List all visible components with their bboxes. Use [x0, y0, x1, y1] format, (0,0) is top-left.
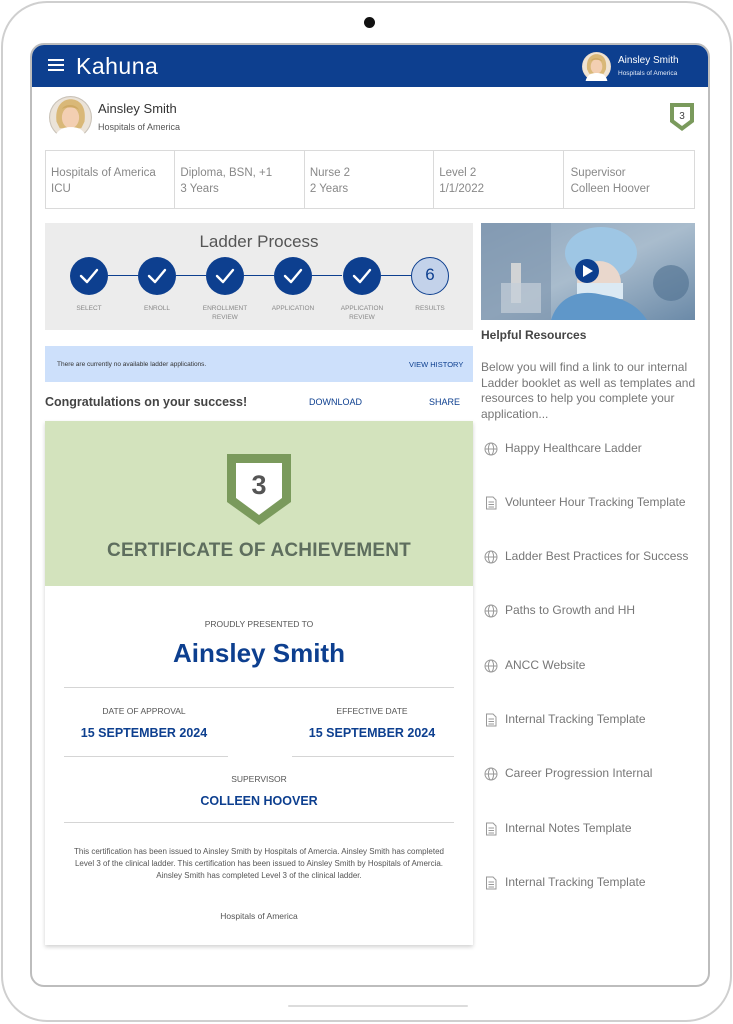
divider [64, 687, 454, 688]
certificate-description: This certification has been issued to Ainsley Smith by Hospitals of Amercia. Ainsley Smith has completed Level 3 of the clinical ladder. This certification has been issued to Ainsley Smith by Hospitals of Amercia. Ainsley Smith has completed Level 3 of the clinical ladder. [74, 847, 444, 880]
tablet-frame [1, 1, 732, 1022]
globe-icon [484, 550, 498, 564]
checkmark-icon [215, 267, 235, 285]
checkmark-icon [352, 267, 372, 285]
step-application-review[interactable] [343, 257, 381, 295]
step-select[interactable] [70, 257, 108, 295]
step-number: 6 [425, 265, 435, 284]
info-cell-line2: 1/1/2022 [439, 183, 484, 195]
approval-date-label: DATE OF APPROVAL [102, 706, 186, 716]
resource-label: Happy Healthcare Ladder [505, 441, 642, 455]
globe-icon [484, 659, 498, 673]
step-label: SELECT [76, 305, 102, 312]
menu-icon[interactable] [48, 59, 64, 71]
ladder-title: Ladder Process [199, 232, 319, 251]
info-cell-line2: ICU [51, 183, 71, 195]
congrats-heading: Congratulations on your success! [45, 395, 248, 409]
profile-org: Hospitals of America [98, 122, 181, 132]
step-connector [381, 275, 411, 276]
certificate-footer: Hospitals of America [220, 911, 298, 921]
info-cell-role [305, 151, 434, 208]
step-enrollment-review[interactable] [206, 257, 244, 295]
certificate-header [45, 421, 473, 586]
checkmark-icon [79, 267, 99, 285]
approval-date-value: 15 SEPTEMBER 2024 [80, 726, 208, 740]
certificate-badge-icon [225, 452, 293, 527]
view-history-link[interactable]: VIEW HISTORY [409, 360, 464, 369]
step-connector [176, 275, 206, 276]
step-connector [312, 275, 342, 276]
resource-label: ANCC Website [505, 658, 586, 672]
info-cell-organization [46, 151, 175, 208]
step-label: ENROLL [143, 305, 170, 312]
certificate-card [45, 421, 473, 945]
home-indicator [288, 1005, 468, 1007]
camera-dot [364, 17, 375, 28]
play-icon[interactable] [575, 259, 599, 283]
effective-date-value: 15 SEPTEMBER 2024 [308, 726, 436, 740]
notice-text: There are currently no available ladder applications. [57, 361, 207, 368]
info-cell-supervisor [564, 151, 694, 208]
profile-avatar [49, 96, 92, 139]
app-logo[interactable]: Kahuna [76, 53, 159, 79]
app-screen [30, 43, 710, 987]
info-cell-line2: 2 Years [309, 183, 349, 195]
supervisor-label: SUPERVISOR [231, 774, 287, 784]
divider [64, 822, 454, 823]
step-results[interactable] [411, 257, 449, 295]
ladder-process-panel [45, 223, 473, 330]
presented-label: PROUDLY PRESENTED TO [204, 619, 314, 629]
resource-label: Career Progression Internal [505, 766, 653, 780]
info-cell-education [175, 151, 304, 208]
info-summary-row [45, 150, 695, 209]
supervisor-value: COLLEEN HOOVER [200, 794, 318, 808]
video-thumbnail[interactable] [481, 223, 695, 320]
info-cell-line1: Diploma, BSN, +1 [180, 167, 273, 179]
step-label: APPLICATION REVIEW [340, 305, 384, 321]
resource-label: Internal Tracking Template [505, 712, 646, 726]
profile-name: Ainsley Smith [98, 101, 177, 116]
step-label: RESULTS [415, 305, 445, 312]
certificate-badge-number: 3 [251, 470, 267, 500]
download-link[interactable]: DOWNLOAD [309, 397, 363, 407]
step-label: ENROLLMENT REVIEW [202, 305, 248, 321]
certificate-title: CERTIFICATE OF ACHIEVEMENT [107, 540, 411, 561]
info-cell-level [434, 151, 563, 208]
globe-icon [484, 442, 498, 456]
header-user-org: Hospitals of America [618, 70, 678, 77]
document-icon [484, 876, 498, 890]
info-cell-line1: Level 2 [439, 167, 477, 179]
step-connector [244, 275, 274, 276]
info-cell-line2: Colleen Hoover [570, 183, 650, 195]
step-label: APPLICATION [271, 305, 315, 312]
step-enroll[interactable] [138, 257, 176, 295]
step-application[interactable] [274, 257, 312, 295]
share-link[interactable]: SHARE [429, 397, 461, 407]
document-icon [484, 713, 498, 727]
info-cell-line1: Nurse 2 [309, 167, 351, 179]
resource-label: Volunteer Hour Tracking Template [505, 495, 686, 509]
level-badge-icon [669, 102, 695, 132]
checkmark-icon [147, 267, 167, 285]
globe-icon [484, 604, 498, 618]
header-user-name: Ainsley Smith [618, 55, 679, 66]
checkmark-icon [283, 267, 303, 285]
level-badge-number: 3 [679, 111, 685, 122]
document-icon [484, 496, 498, 510]
header-avatar[interactable] [582, 52, 611, 81]
info-cell-line2: 3 Years [180, 183, 219, 195]
resource-label: Internal Notes Template [505, 821, 632, 835]
effective-date-label: EFFECTIVE DATE [336, 706, 408, 716]
resource-label: Ladder Best Practices for Success [505, 549, 689, 563]
notice-banner [45, 346, 473, 382]
divider [292, 756, 454, 757]
app-header [32, 45, 708, 87]
info-cell-line1: Supervisor [570, 167, 626, 179]
document-icon [484, 822, 498, 836]
resource-label: Internal Tracking Template [505, 875, 646, 889]
globe-icon [484, 767, 498, 781]
divider [64, 756, 228, 757]
step-connector [108, 275, 138, 276]
resources-description: Below you will find a link to our internal Ladder booklet as well as templates and resources to help you complete your application... [481, 360, 696, 421]
resources-title: Helpful Resources [481, 328, 587, 342]
resource-label: Paths to Growth and HH [505, 603, 636, 617]
info-cell-line1: Hospitals of America [51, 167, 156, 179]
recipient-name: Ainsley Smith [173, 638, 345, 668]
